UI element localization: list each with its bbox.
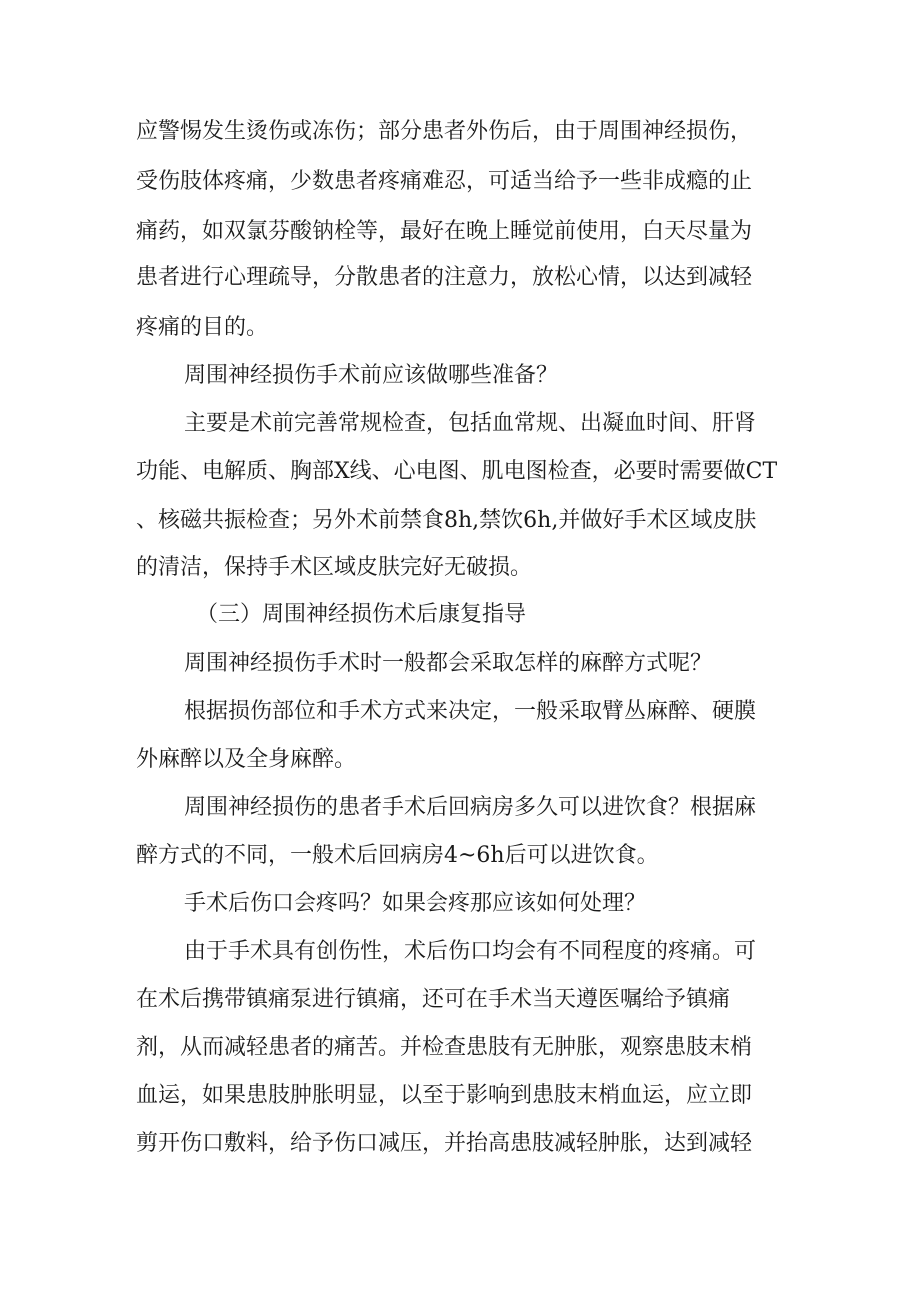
body-line: 疼痛的目的。 xyxy=(136,315,269,340)
body-line: 外麻醉以及全身麻醉。 xyxy=(136,747,357,772)
body-line: 患者进行心理疏导，分散患者的注意力，放松心情，以达到减轻 xyxy=(136,265,753,290)
body-line: 醉方式的不同，一般术后回病房4~6h后可以进饮食。 xyxy=(136,843,659,868)
question-line: 周围神经损伤手术时一般都会采取怎样的麻醉方式呢？ xyxy=(184,651,713,676)
body-line: 功能、电解质、胸部X线、心电图、肌电图检查，必要时需要做CT xyxy=(136,459,778,484)
body-line: 由于手术具有创伤性，术后伤口均会有不同程度的疼痛。可 xyxy=(184,939,757,964)
body-line: 剪开伤口敷料，给予伤口减压，并抬高患肢减轻肿胀，达到减轻 xyxy=(136,1131,753,1156)
body-line: 剂，从而减轻患者的痛苦。并检查患肢有无肿胀，观察患肢末梢 xyxy=(136,1035,753,1060)
body-line: 周围神经损伤的患者手术后回病房多久可以进饮食？根据麻 xyxy=(184,795,757,820)
question-line: 手术后伤口会疼吗？如果会疼那应该如何处理？ xyxy=(184,891,647,916)
body-line: 在术后携带镇痛泵进行镇痛，还可在手术当天遵医嘱给予镇痛 xyxy=(136,987,731,1012)
question-line: 周围神经损伤手术前应该做哪些准备？ xyxy=(184,363,559,388)
body-line: 主要是术前完善常规检查，包括血常规、出凝血时间、肝肾 xyxy=(184,411,757,436)
body-line: 血运，如果患肢肿胀明显，以至于影响到患肢末梢血运，应立即 xyxy=(136,1083,753,1108)
body-line: 的清洁，保持手术区域皮肤完好无破损。 xyxy=(136,555,533,580)
body-line: 根据损伤部位和手术方式来决定，一般采取臂丛麻醉、硬膜 xyxy=(184,699,757,724)
body-line: 痛药，如双氯芬酸钠栓等，最好在晚上睡觉前使用，白天尽量为 xyxy=(136,219,753,244)
body-line: 、核磁共振检查；另外术前禁食8h,禁饮6h,并做好手术区域皮肤 xyxy=(136,508,757,533)
body-line: 受伤肢体疼痛，少数患者疼痛难忍，可适当给予一些非成瘾的止 xyxy=(136,169,753,194)
section-heading: （三）周围神经损伤术后康复指导 xyxy=(196,602,527,627)
body-line: 应警惕发生烫伤或冻伤；部分患者外伤后，由于周围神经损伤， xyxy=(136,119,753,144)
